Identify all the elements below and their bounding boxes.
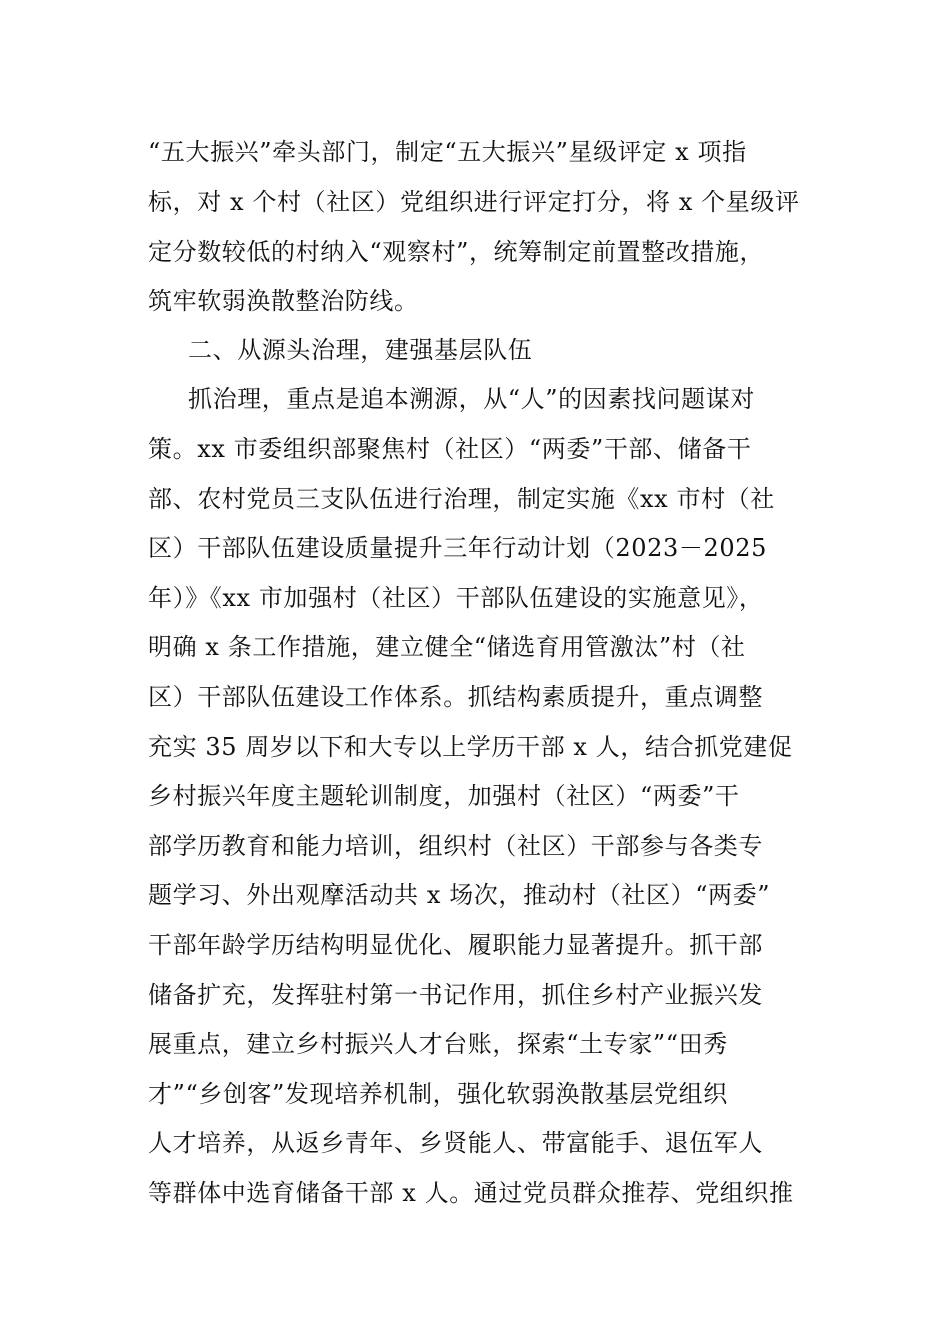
text-line-6: 抓治理，重点是追本溯源，从“人”的因素找问题谋对 bbox=[188, 385, 755, 413]
text-line-15: 部学历教育和能力培训，组织村（社区）干部参与各类专 bbox=[148, 832, 763, 860]
text-line-20: 才”“乡创客”发现培养机制，强化软弱涣散基层党组织 bbox=[148, 1080, 728, 1108]
text-line-17: 干部年龄学历结构明显优化、履职能力显著提升。抓干部 bbox=[148, 931, 763, 959]
text-line-14: 乡村振兴年度主题轮训制度，加强村（社区）“两委”干 bbox=[148, 782, 740, 810]
text-line-19: 展重点，建立乡村振兴人才台账，探索“土专家”“田秀 bbox=[148, 1030, 728, 1058]
text-line-18: 储备扩充，发挥驻村第一书记作用，抓住乡村产业振兴发 bbox=[148, 981, 763, 1009]
text-line-22: 等群体中选育储备干部 x 人。通过党员群众推荐、党组织推 bbox=[148, 1179, 794, 1207]
text-line-16: 题学习、外出观摩活动共 x 场次，推动村（社区）“两委” bbox=[148, 881, 771, 909]
text-line-13: 充实 35 周岁以下和大专以上学历干部 x 人，结合抓党建促 bbox=[148, 733, 793, 761]
text-line-7: 策。xx 市委组织部聚焦村（社区）“两委”干部、储备干 bbox=[148, 435, 752, 463]
section-heading: 二、从源头治理，建强基层队伍 bbox=[188, 336, 533, 364]
text-line-12: 区）干部队伍建设工作体系。抓结构素质提升，重点调整 bbox=[148, 683, 763, 711]
text-line-11: 明确 x 条工作措施，建立健全“储选育用管激汰”村（社 bbox=[148, 633, 746, 661]
text-line-9: 区）干部队伍建设质量提升三年行动计划（2023－2025 bbox=[148, 534, 767, 562]
text-line-3: 定分数较低的村纳入“观察村”，统筹制定前置整改措施， bbox=[148, 238, 765, 266]
text-line-8: 部、农村党员三支队伍进行治理，制定实施《xx 市村（社 bbox=[148, 485, 775, 513]
text-line-10: 年）》《xx 市加强村（社区）干部队伍建设的实施意见》， bbox=[148, 584, 764, 612]
text-line-21: 人才培养，从返乡青年、乡贤能人、带富能手、退伍军人 bbox=[148, 1129, 763, 1157]
text-line-4: 筑牢软弱涣散整治防线。 bbox=[148, 287, 419, 315]
text-line-2: 标，对 x 个村（社区）党组织进行评定打分，将 x 个星级评 bbox=[148, 188, 800, 216]
text-line-1: “五大振兴”牵头部门，制定“五大振兴”星级评定 x 项指 bbox=[148, 138, 747, 166]
